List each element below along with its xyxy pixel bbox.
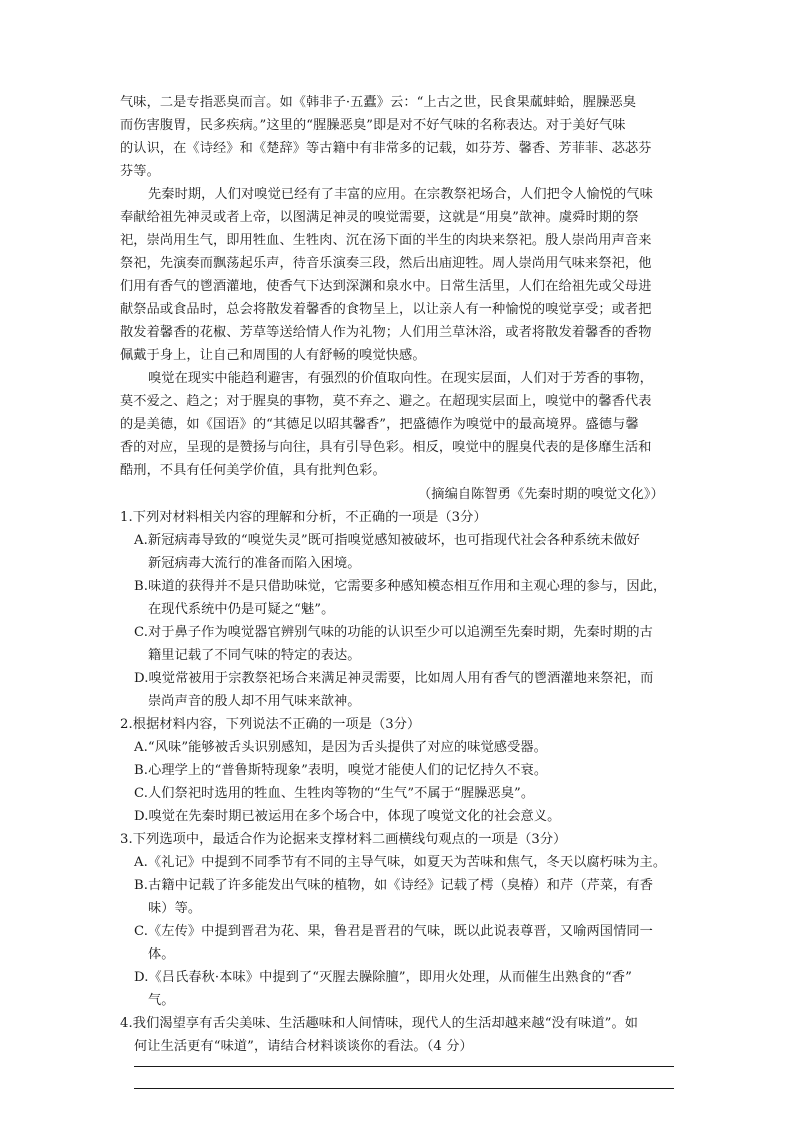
option-a: A.“风味”能够被舌头识别感知，是因为舌头提供了对应的味觉感受器。 bbox=[134, 740, 547, 755]
option-b: B.味道的获得并不是只借助味觉，它需要多种感知模态相互作用和主观心理的参与，因此， bbox=[134, 579, 667, 594]
material-line: 香的对应，呈现的是赞扬与向往，具有引导色彩。相反，嗅觉中的腥臭代表的是侈靡生活和 bbox=[120, 440, 652, 455]
material-line: 的是美德，如《国语》的“其德足以昭其馨香”，把盛德作为嗅觉中的最高境界。盛德与馨 bbox=[120, 417, 639, 432]
question-stem: 1.下列对材料相关内容的理解和分析，不正确的一项是（3分） bbox=[120, 510, 487, 525]
material-line: 的认识，在《诗经》和《楚辞》等古籍中有非常多的记载，如芬芳、馨香、芳菲菲、苾苾芬 bbox=[120, 141, 652, 156]
question-stem: 4.我们渴望享有舌尖美味、生活趣味和人间情味，现代人的生活却越来越“没有味道”。如 bbox=[120, 1016, 639, 1031]
option-b-cont: 味）等。 bbox=[148, 901, 202, 916]
answer-line[interactable] bbox=[134, 1066, 674, 1067]
option-b-cont: 在现代系统中仍是可疑之“魅”。 bbox=[148, 602, 335, 617]
option-a-cont: 新冠病毒大流行的准备而陷入困境。 bbox=[148, 556, 361, 571]
material-line: 气味，二是专指恶臭而言。如《韩非子·五蠹》云：“上古之世，民食果蓏蚌蛤，腥臊恶臭 bbox=[120, 95, 637, 110]
material-line: 酷刑，不具有任何美学价值，具有批判色彩。 bbox=[120, 463, 386, 478]
material-line: 佩戴于身上，让自己和周围的人有舒畅的嗅觉快感。 bbox=[120, 348, 426, 363]
material-line: 献祭品或食品时，总会将散发着馨香的食物呈上，以让亲人有一种愉悦的嗅觉享受；或者把 bbox=[120, 302, 652, 317]
answer-line[interactable] bbox=[134, 1088, 674, 1089]
option-d: D.嗅觉在先秦时期已被运用在多个场合中，体现了嗅觉文化的社会意义。 bbox=[134, 809, 561, 824]
option-c: C.人们祭祀时选用的牲血、生牲肉等物的“生气”不属于“腥臊恶臭”。 bbox=[134, 786, 535, 801]
option-c-cont: 籍里记载了不同气味的特定的表达。 bbox=[148, 648, 361, 663]
option-d: D.嗅觉常被用于宗教祭祀场合来满足神灵需要，比如周人用有香气的鬯酒灌地来祭祀，而 bbox=[134, 671, 654, 686]
material-line: 奉献给祖先神灵或者上帝，以图满足神灵的嗅觉需要，这就是“用臭”歆神。虞舜时期的祭 bbox=[120, 210, 639, 225]
option-b: B.心理学上的“普鲁斯特现象”表明，嗅觉才能使人们的记忆持久不衰。 bbox=[134, 763, 548, 778]
option-c: C.对于鼻子作为嗅觉器官辨别气味的功能的认识至少可以追溯至先秦时期，先秦时期的古 bbox=[134, 625, 653, 640]
material-line: 先秦时期，人们对嗅觉已经有了丰富的应用。在宗教祭祀场合，人们把令人愉悦的气味 bbox=[148, 187, 653, 202]
material-line: 莫不爱之、趋之；对于腥臭的事物，莫不弃之、避之。在超现实层面上，嗅觉中的馨香代表 bbox=[120, 394, 652, 409]
question-stem: 3.下列选项中，最适合作为论据来支撑材料二画横线句观点的一项是（3分） bbox=[120, 832, 567, 847]
option-a: A.新冠病毒导致的“嗅觉失灵”既可指嗅觉感知被破坏，也可指现代社会各种系统未做好 bbox=[134, 533, 640, 548]
question-stem-cont: 何让生活更有“味道”，请结合材料谈谈你的看法。（4 分） bbox=[134, 1039, 473, 1054]
material-line: 们用有香气的鬯酒灌地，使香气下达到深渊和泉水中。日常生活里，人们在给祖先或父母进 bbox=[120, 279, 652, 294]
option-c-cont: 体。 bbox=[148, 947, 175, 962]
material-line: 祭祀，先演奏而飘荡起乐声，待音乐演奏三段，然后出庙迎牲。周人崇尚用气味来祭祀，他 bbox=[120, 256, 652, 271]
option-d-cont: 气。 bbox=[148, 993, 175, 1008]
material-line: 芬等。 bbox=[120, 164, 160, 179]
material-line: 祀，崇尚用生气，即用牲血、生牲肉、沉在汤下面的半生的肉块来祭祀。殷人崇尚用声音来 bbox=[120, 233, 652, 248]
material-line: 而伤害腹胃，民多疾病。”这里的“腥臊恶臭”即是对不好气味的名称表达。对于美好气味 bbox=[120, 118, 626, 133]
option-d-cont: 崇尚声音的殷人却不用气味来歆神。 bbox=[148, 694, 361, 709]
option-b: B.古籍中记载了许多能发出气味的植物，如《诗经》记载了樗（臭椿）和芹（芹菜，有香 bbox=[134, 878, 654, 893]
material-line: 散发着馨香的花椒、芳草等送给情人作为礼物；人们用兰草沐浴，或者将散发着馨香的香物 bbox=[120, 325, 652, 340]
option-a: A.《礼记》中提到不同季节有不同的主导气味，如夏天为苦味和焦气，冬天以腐朽味为主。 bbox=[134, 855, 667, 870]
question-stem: 2.根据材料内容，下列说法不正确的一项是（3分） bbox=[120, 717, 421, 732]
material-line: 嗅觉在现实中能趋利避害，有强烈的价值取向性。在现实层面，人们对于芳香的事物， bbox=[148, 371, 653, 386]
source-citation: （摘编自陈智勇《先秦时期的嗅觉文化》） bbox=[418, 487, 664, 502]
option-d: D.《吕氏春秋·本味》中提到了“灭腥去臊除膻”，即用火处理，从而催生出熟食的“香” bbox=[134, 970, 632, 985]
option-c: C.《左传》中提到晋君为花、果，鲁君是晋君的气味，既以此说表尊晋，又喻两国情同一 bbox=[134, 924, 653, 939]
